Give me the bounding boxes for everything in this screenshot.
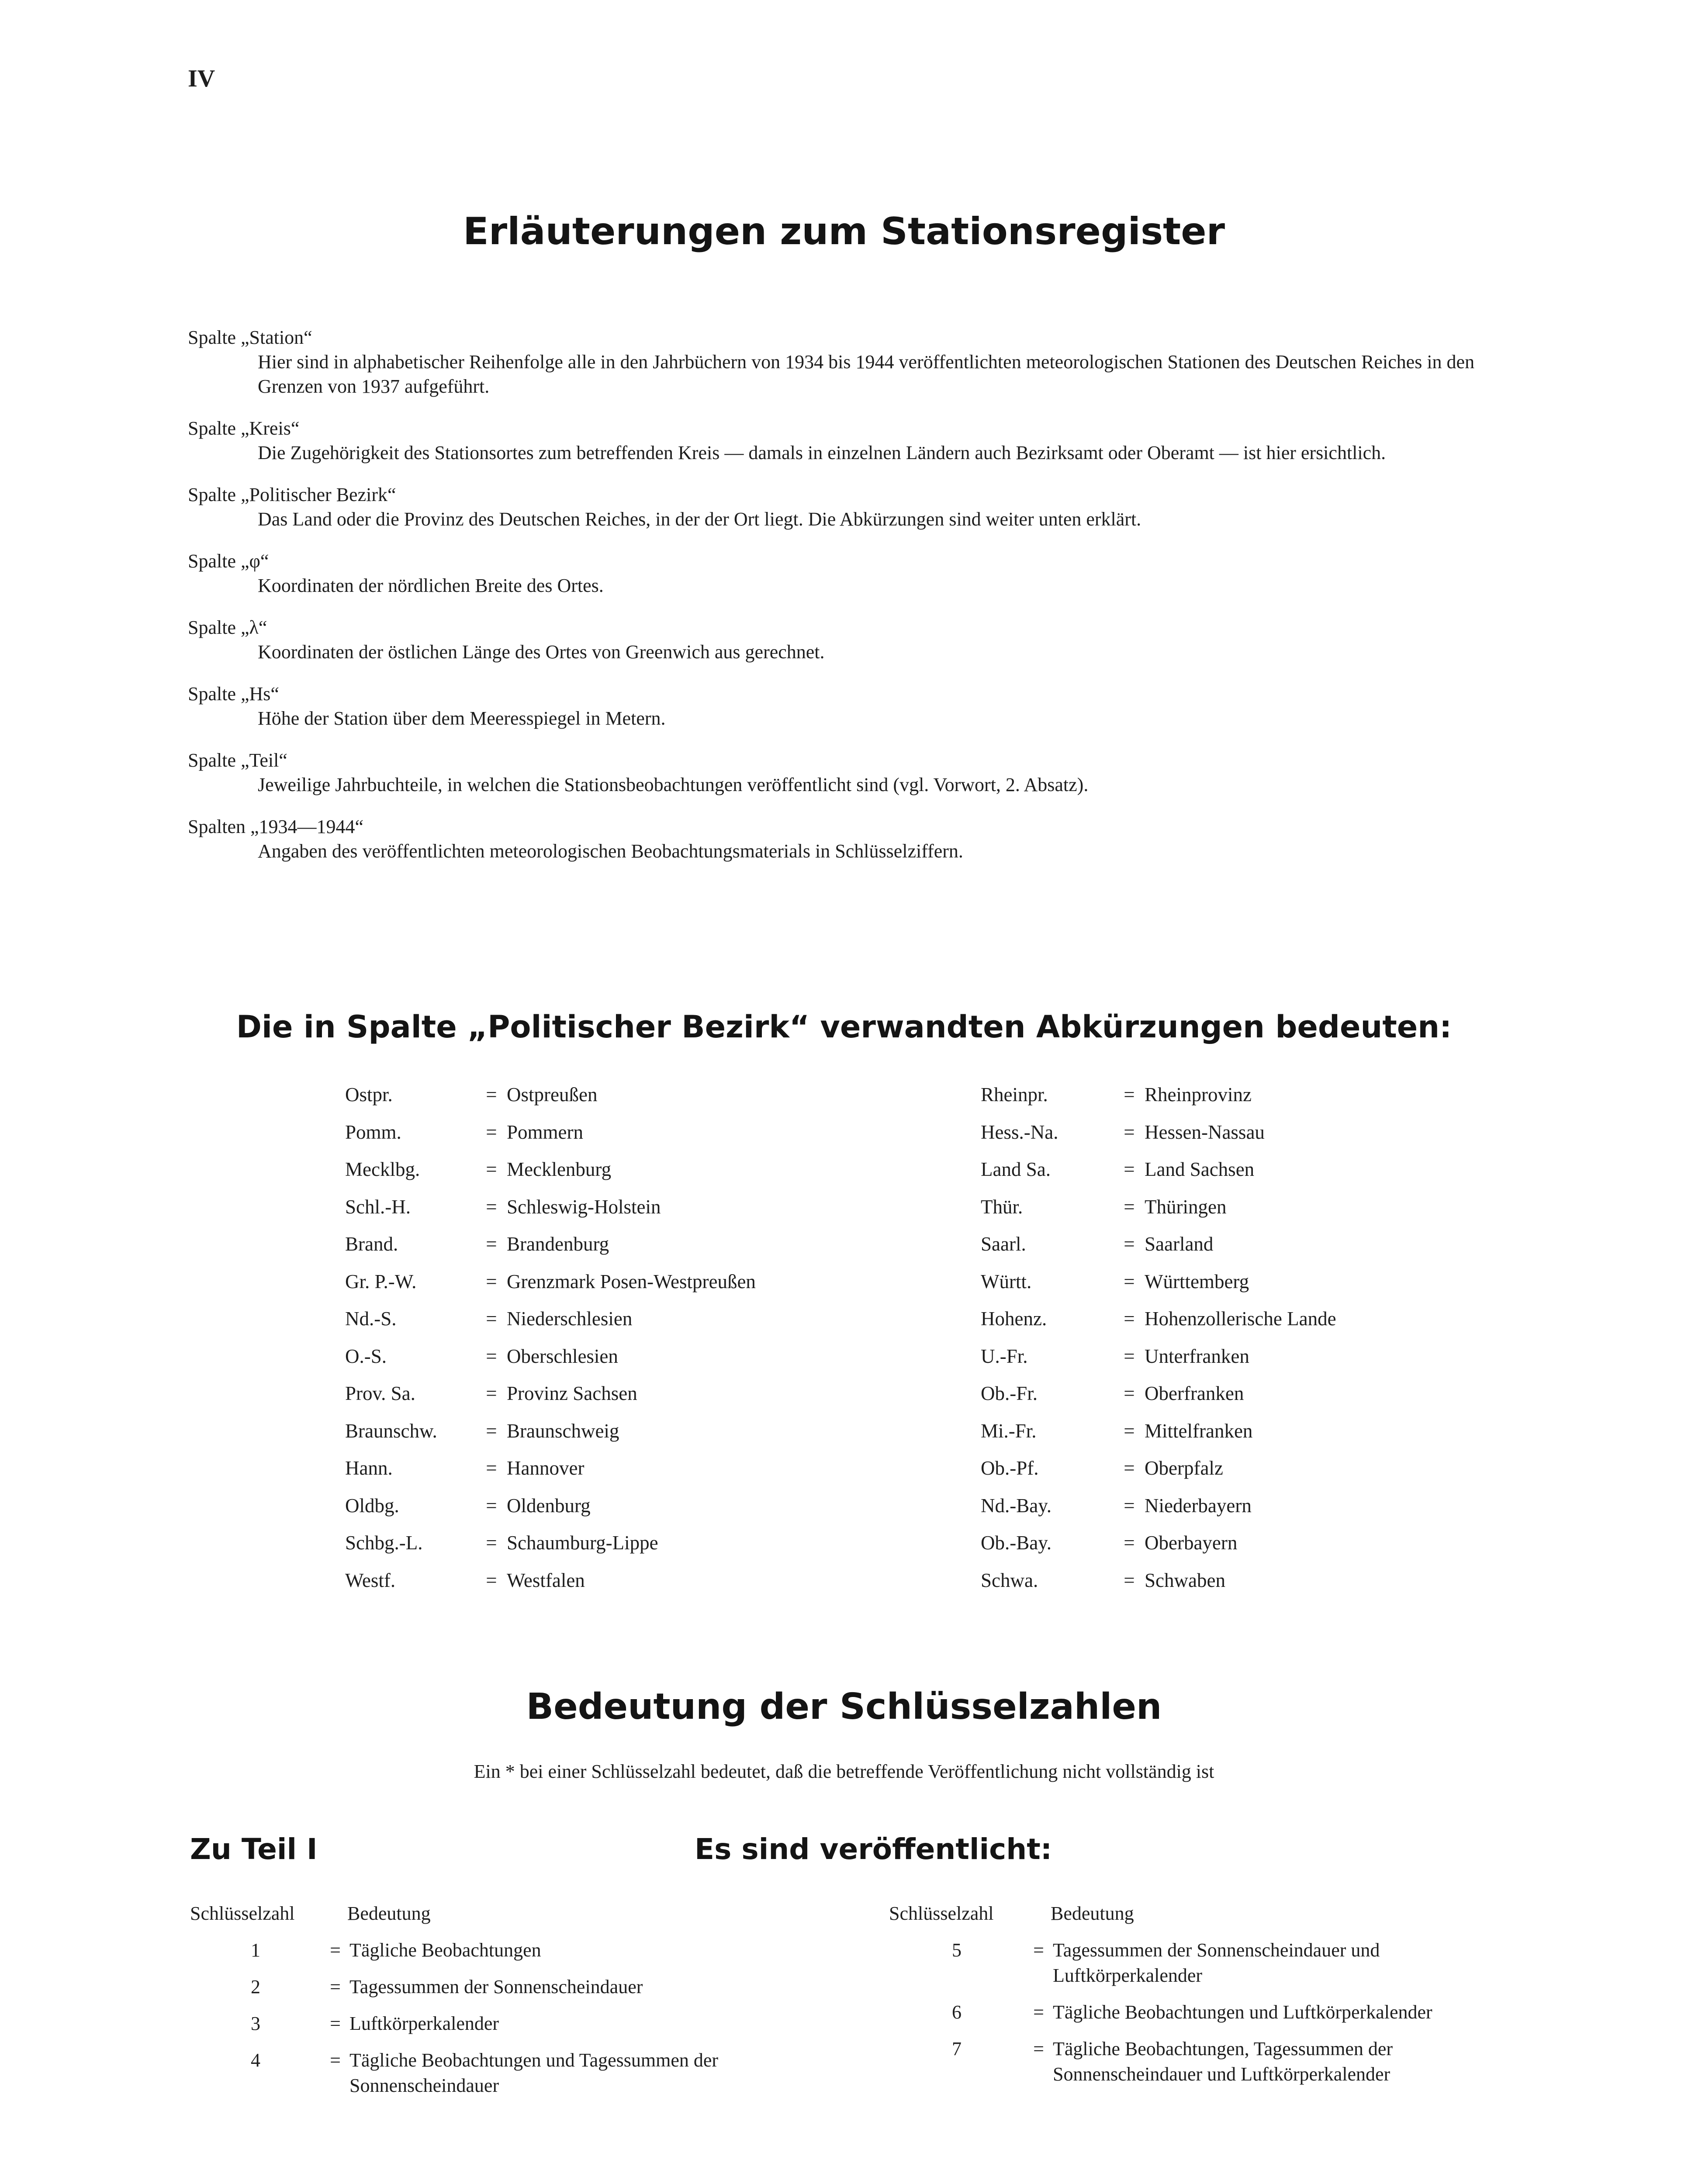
- abbreviation-row: [981, 1083, 1336, 1121]
- abbreviation-meaning: Ostpreußen: [507, 1084, 598, 1106]
- abbreviation-meaning: Hohenzollerische Lande: [1145, 1308, 1336, 1330]
- equals-sign: =: [486, 1158, 497, 1180]
- column-label: Spalte „φ“: [188, 550, 269, 572]
- abbreviation: Nd.-Bay.: [981, 1494, 1052, 1517]
- abbreviation: Hann.: [345, 1457, 393, 1479]
- abbreviation-meaning: Oberfranken: [1145, 1382, 1244, 1404]
- abbreviation-row: [345, 1382, 756, 1420]
- column-description: Koordinaten der nördlichen Breite des Ortes.: [258, 575, 604, 596]
- key-number: 3: [251, 2013, 260, 2034]
- abbreviation: Brand.: [345, 1233, 398, 1255]
- abbreviation-meaning: Mecklenburg: [507, 1158, 612, 1180]
- equals-sign: =: [486, 1345, 497, 1367]
- equals-sign: =: [1124, 1233, 1135, 1255]
- abbreviation-meaning: Land Sachsen: [1145, 1158, 1255, 1180]
- column-label: Spalte „λ“: [188, 617, 267, 638]
- explanation-entry: [188, 483, 1520, 532]
- column-description: Jeweilige Jahrbuchteile, in welchen die Stationsbeobachtungen veröffentlicht sind (vgl. Vorwort, 2. Absatz).: [258, 774, 1089, 795]
- abbreviation-meaning: Schleswig-Holstein: [507, 1196, 661, 1218]
- abbreviation: Ob.-Bay.: [981, 1532, 1052, 1554]
- abbreviation: Mecklbg.: [345, 1158, 420, 1180]
- equals-sign: =: [1124, 1382, 1135, 1404]
- equals-sign: =: [486, 1382, 497, 1404]
- abbreviation-row: [981, 1457, 1336, 1494]
- abbreviation-row: [981, 1569, 1336, 1607]
- column-description: Höhe der Station über dem Meeresspiegel in Metern.: [258, 708, 666, 729]
- equals-sign: =: [486, 1084, 497, 1106]
- abbreviation: Schbg.-L.: [345, 1532, 423, 1554]
- explanation-entry: [188, 325, 1520, 399]
- abbreviation-row: [981, 1494, 1336, 1532]
- abbreviation-meaning: Oberpfalz: [1145, 1457, 1223, 1479]
- key-number: 1: [251, 1939, 260, 1961]
- abbreviation-row: [345, 1196, 756, 1233]
- page-number: IV: [188, 65, 215, 92]
- abbreviation-row: [345, 1233, 756, 1270]
- abbreviation: Mi.-Fr.: [981, 1420, 1037, 1442]
- abbreviation: Land Sa.: [981, 1158, 1051, 1180]
- abbreviation-row: [981, 1121, 1336, 1158]
- abbreviation: Schwa.: [981, 1569, 1038, 1591]
- section-title-abbreviations: Die in Spalte „Politischer Bezirk“ verwandten Abkürzungen bedeuten:: [236, 1009, 1452, 1045]
- abbreviation-row: [981, 1233, 1336, 1270]
- abbreviation-list-left: [345, 1083, 756, 1606]
- equals-sign: =: [486, 1532, 497, 1554]
- abbreviation-row: [345, 1083, 756, 1121]
- abbreviation: Hess.-Na.: [981, 1121, 1058, 1143]
- abbreviation-meaning: Provinz Sachsen: [507, 1382, 637, 1404]
- abbreviation: Hohenz.: [981, 1308, 1047, 1330]
- abbreviation-row: [981, 1196, 1336, 1233]
- abbreviation-row: [981, 1158, 1336, 1196]
- equals-sign: =: [1124, 1494, 1135, 1517]
- abbreviation-row: [345, 1457, 756, 1494]
- key-table-left: [190, 1902, 854, 2110]
- abbreviation-meaning: Oberschlesien: [507, 1345, 618, 1367]
- abbreviation: Braunschw.: [345, 1420, 437, 1442]
- abbreviation-meaning: Oberbayern: [1145, 1532, 1238, 1554]
- explanation-entry: [188, 815, 1520, 864]
- equals-sign: =: [1124, 1084, 1135, 1106]
- key-row: [889, 2000, 1531, 2025]
- key-row: [190, 1938, 854, 1963]
- key-row: [190, 2011, 854, 2036]
- abbreviation-row: [345, 1121, 756, 1158]
- col-meaning-header: Bedeutung: [1051, 1903, 1134, 1924]
- key-meaning: Tägliche Beobachtungen, Tagessummen der Sonnenscheindauer und Luftkörperkalender: [1053, 2038, 1393, 2085]
- abbreviation: Rheinpr.: [981, 1084, 1048, 1106]
- key-meaning: Luftkörperkalender: [349, 2013, 499, 2034]
- abbreviation: Gr. P.-W.: [345, 1270, 417, 1292]
- explanation-entry: [188, 615, 1520, 664]
- equals-sign: =: [330, 1976, 341, 1997]
- column-description: Die Zugehörigkeit des Stationsortes zum betreffenden Kreis — damals in einzelnen Ländern auch Bezirksamt oder Oberamt — ist hier ersichtlich.: [258, 442, 1386, 463]
- key-number: 6: [952, 2001, 962, 2023]
- abbreviation-row: [345, 1420, 756, 1457]
- equals-sign: =: [486, 1420, 497, 1442]
- column-label: Spalten „1934—1944“: [188, 816, 364, 837]
- explanation-entry: [188, 748, 1520, 797]
- abbreviation-row: [345, 1569, 756, 1607]
- abbreviation-meaning: Mittelfranken: [1145, 1420, 1253, 1442]
- abbreviation-meaning: Rheinprovinz: [1145, 1084, 1252, 1106]
- equals-sign: =: [1124, 1196, 1135, 1218]
- abbreviation-row: [345, 1531, 756, 1569]
- column-description: Angaben des veröffentlichten meteorologischen Beobachtungsmaterials in Schlüsselziffern.: [258, 840, 963, 862]
- equals-sign: =: [1033, 2001, 1044, 2023]
- equals-sign: =: [1124, 1532, 1135, 1554]
- abbreviation: Schl.-H.: [345, 1196, 411, 1218]
- abbreviation-row: [345, 1307, 756, 1345]
- explanation-entry: [188, 549, 1520, 598]
- abbreviation-meaning: Braunschweig: [507, 1420, 619, 1442]
- abbreviation: Thür.: [981, 1196, 1023, 1218]
- abbreviation-row: [345, 1270, 756, 1308]
- key-number: 2: [251, 1976, 260, 1997]
- abbreviation-row: [981, 1307, 1336, 1345]
- key-row: [889, 2036, 1531, 2087]
- explanation-list: [188, 325, 1520, 881]
- abbreviation: Prov. Sa.: [345, 1382, 415, 1404]
- abbreviation: U.-Fr.: [981, 1345, 1028, 1367]
- key-table-right: [889, 1902, 1531, 2098]
- abbreviation-meaning: Thüringen: [1145, 1196, 1227, 1218]
- key-meaning: Tagessummen der Sonnenscheindauer: [349, 1976, 643, 1997]
- key-meaning: Tägliche Beobachtungen und Tagessummen der Sonnenscheindauer: [349, 2049, 719, 2096]
- abbreviation-row: [981, 1420, 1336, 1457]
- abbreviation-row: [981, 1531, 1336, 1569]
- equals-sign: =: [486, 1270, 497, 1292]
- equals-sign: =: [330, 2013, 341, 2034]
- abbreviation-row: [981, 1382, 1336, 1420]
- key-row: [190, 1974, 854, 2000]
- abbreviation-meaning: Brandenburg: [507, 1233, 609, 1255]
- abbreviation: O.-S.: [345, 1345, 387, 1367]
- equals-sign: =: [1124, 1121, 1135, 1143]
- abbreviation-meaning: Oldenburg: [507, 1494, 591, 1517]
- abbreviation-meaning: Niederbayern: [1145, 1494, 1252, 1517]
- abbreviation-list-right: [981, 1083, 1336, 1606]
- section-title-explanations: Erläuterungen zum Stationsregister: [463, 210, 1225, 253]
- abbreviation-meaning: Hessen-Nassau: [1145, 1121, 1265, 1143]
- abbreviation-meaning: Württemberg: [1145, 1270, 1249, 1292]
- column-label: Spalte „Kreis“: [188, 418, 300, 439]
- abbreviation: Ostpr.: [345, 1084, 393, 1106]
- equals-sign: =: [486, 1196, 497, 1218]
- equals-sign: =: [486, 1457, 497, 1479]
- equals-sign: =: [1124, 1270, 1135, 1292]
- abbreviation: Ob.-Fr.: [981, 1382, 1038, 1404]
- equals-sign: =: [1124, 1420, 1135, 1442]
- column-label: Spalte „Hs“: [188, 683, 279, 705]
- abbreviation: Württ.: [981, 1270, 1032, 1292]
- key-meaning: Tägliche Beobachtungen: [349, 1939, 541, 1961]
- keys-intro: Ein * bei einer Schlüsselzahl bedeutet, daß die betreffende Veröffentlichung nicht vollständig ist: [474, 1761, 1214, 1782]
- column-label: Spalte „Teil“: [188, 750, 287, 771]
- equals-sign: =: [486, 1233, 497, 1255]
- abbreviation-row: [345, 1158, 756, 1196]
- equals-sign: =: [486, 1121, 497, 1143]
- key-meaning: Tagessummen der Sonnenscheindauer und Luftkörperkalender: [1053, 1939, 1380, 1986]
- key-meaning: Tägliche Beobachtungen und Luftkörperkalender: [1053, 2001, 1432, 2023]
- published-heading: Es sind veröffentlicht:: [695, 1832, 1052, 1866]
- equals-sign: =: [486, 1569, 497, 1591]
- equals-sign: =: [1033, 1939, 1044, 1961]
- key-number: 7: [952, 2038, 962, 2060]
- abbreviation-row: [981, 1345, 1336, 1382]
- equals-sign: =: [1124, 1158, 1135, 1180]
- equals-sign: =: [1124, 1457, 1135, 1479]
- abbreviation: Oldbg.: [345, 1494, 399, 1517]
- abbreviation: Ob.-Pf.: [981, 1457, 1039, 1479]
- abbreviation-row: [345, 1494, 756, 1532]
- equals-sign: =: [486, 1308, 497, 1330]
- abbreviation-meaning: Hannover: [507, 1457, 585, 1479]
- abbreviation: Pomm.: [345, 1121, 401, 1143]
- abbreviation: Nd.-S.: [345, 1308, 397, 1330]
- key-table-header: [190, 1902, 854, 1925]
- abbreviation-meaning: Schaumburg-Lippe: [507, 1532, 658, 1554]
- section-title-keys: Bedeutung der Schlüsselzahlen: [526, 1686, 1162, 1728]
- col-meaning-header: Bedeutung: [347, 1903, 431, 1924]
- equals-sign: =: [1033, 2038, 1044, 2060]
- abbreviation-meaning: Unterfranken: [1145, 1345, 1249, 1367]
- column-description: Das Land oder die Provinz des Deutschen Reiches, in der der Ort liegt. Die Abkürzungen sind weiter unten erklärt.: [258, 508, 1141, 530]
- explanation-entry: [188, 416, 1520, 465]
- column-label: Spalte „Station“: [188, 327, 312, 348]
- equals-sign: =: [330, 2049, 341, 2071]
- equals-sign: =: [330, 1939, 341, 1961]
- col-key-header: Schlüsselzahl: [190, 1903, 295, 1924]
- part-heading: Zu Teil I: [190, 1832, 318, 1866]
- abbreviation-meaning: Schwaben: [1145, 1569, 1225, 1591]
- key-number: 5: [952, 1939, 962, 1961]
- key-row: [889, 1938, 1531, 1988]
- abbreviation-meaning: Pommern: [507, 1121, 583, 1143]
- key-table-header: [889, 1902, 1531, 1925]
- col-key-header: Schlüsselzahl: [889, 1903, 994, 1924]
- column-description: Hier sind in alphabetischer Reihenfolge alle in den Jahrbüchern von 1934 bis 1944 veröffentlichten meteorologischen Stationen des Deutschen Reiches in den Grenzen von 1937 aufgeführt.: [258, 351, 1475, 397]
- abbreviation-meaning: Saarland: [1145, 1233, 1214, 1255]
- key-row: [190, 2048, 854, 2098]
- abbreviation-row: [345, 1345, 756, 1382]
- key-number: 4: [251, 2049, 260, 2071]
- column-label: Spalte „Politischer Bezirk“: [188, 484, 396, 505]
- abbreviation-row: [981, 1270, 1336, 1308]
- column-description: Koordinaten der östlichen Länge des Ortes von Greenwich aus gerechnet.: [258, 641, 825, 663]
- equals-sign: =: [486, 1494, 497, 1517]
- abbreviation-meaning: Westfalen: [507, 1569, 585, 1591]
- abbreviation: Westf.: [345, 1569, 396, 1591]
- abbreviation: Saarl.: [981, 1233, 1026, 1255]
- equals-sign: =: [1124, 1345, 1135, 1367]
- explanation-entry: [188, 682, 1520, 731]
- abbreviation-meaning: Niederschlesien: [507, 1308, 633, 1330]
- abbreviation-meaning: Grenzmark Posen-Westpreußen: [507, 1270, 756, 1292]
- equals-sign: =: [1124, 1569, 1135, 1591]
- equals-sign: =: [1124, 1308, 1135, 1330]
